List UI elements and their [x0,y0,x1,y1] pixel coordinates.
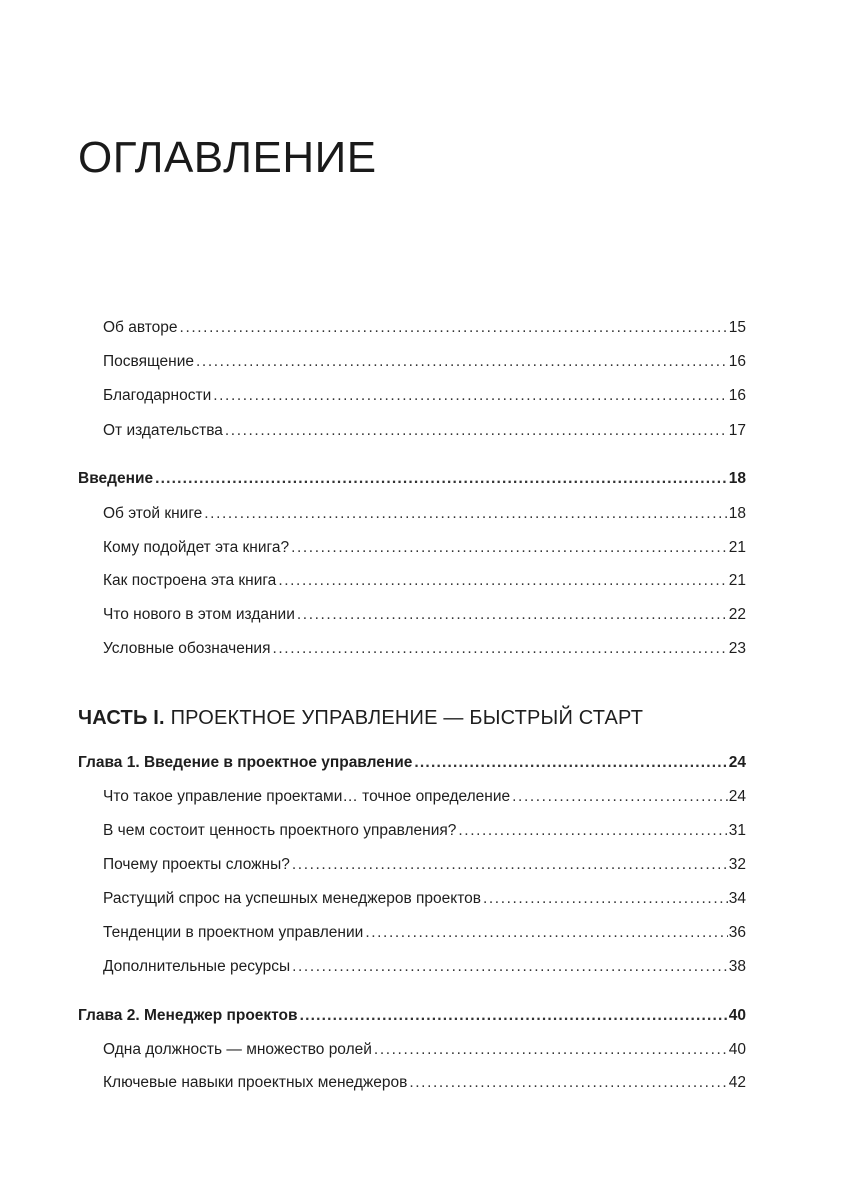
toc-entry-page: 21 [728,572,746,589]
toc-entry-page: 32 [728,856,746,873]
toc-entry-page: 24 [728,754,746,771]
dot-leader [278,571,727,591]
dot-leader [297,605,728,625]
toc-entry-label: Почему проекты сложны? [103,856,290,873]
toc-entry-from-publisher[interactable] [103,421,746,441]
dot-leader [300,1006,728,1026]
dot-leader [292,855,728,875]
toc-entry-page: 23 [728,640,746,657]
dot-leader [414,753,727,773]
dot-leader [292,957,728,977]
toc-entry-what-is-pm[interactable] [103,787,746,807]
toc-entry-page: 18 [728,470,746,487]
part-title: ПРОЕКТНОЕ УПРАВЛЕНИЕ — БЫСТРЫЙ СТАРТ [164,707,644,729]
toc-entry-page: 42 [728,1074,746,1091]
toc-entry-page: 40 [728,1007,746,1024]
toc-entry-label: Благодарности [103,387,212,404]
toc-entry-page: 17 [728,422,746,439]
toc-entry-additional-resources[interactable] [103,957,746,977]
toc-entry-label: Об авторе [103,319,178,336]
toc-entry-whats-new[interactable] [103,605,746,625]
toc-entry-acknowledgements[interactable] [103,386,746,406]
toc-entry-label: Об этой книге [103,505,203,522]
toc-entry-label: Дополнительные ресурсы [103,958,291,975]
toc-entry-page: 16 [728,387,746,404]
dot-leader [374,1040,728,1060]
toc-entry-book-structure[interactable] [103,571,746,591]
toc-entry-label: В чем состоит ценность проектного управления? [103,822,457,839]
dot-leader [483,889,728,909]
toc-entry-label: Ключевые навыки проектных менеджеров [103,1074,408,1091]
toc-entry-label: Растущий спрос на успешных менеджеров проектов [103,890,481,907]
toc-entry-label: Тенденции в проектном управлении [103,924,364,941]
dot-leader [512,787,728,807]
toc-entry-page: 24 [728,788,746,805]
toc-entry-page: 22 [728,606,746,623]
part-number: ЧАСТЬ I. [78,707,165,729]
dot-leader [204,504,727,524]
dot-leader [196,352,728,372]
toc-entry-page: 36 [728,924,746,941]
dot-leader [213,386,728,406]
toc-entry-label: От издательства [103,422,223,439]
toc-entry-who-for[interactable] [103,538,746,558]
toc-entry-label: Введение [78,470,154,487]
toc-entry-page: 18 [728,505,746,522]
toc-entry-label: Посвящение [103,353,195,370]
toc-entry-trends[interactable] [103,923,746,943]
toc-entry-conventions[interactable] [103,639,746,659]
dot-leader [272,639,727,659]
toc-entry-label: Как построена эта книга [103,572,277,589]
toc-entry-label: Глава 2. Менеджер проектов [78,1007,298,1024]
toc-entry-introduction[interactable] [78,469,746,489]
toc-entry-page: 21 [728,539,746,556]
part-heading [78,705,643,731]
dot-leader [365,923,727,943]
toc-entry-pm-value[interactable] [103,821,746,841]
toc-entry-about-book[interactable] [103,504,746,524]
toc-entry-one-position[interactable] [103,1040,746,1060]
toc-entry-label: Кому подойдет эта книга? [103,539,290,556]
toc-entry-growing-demand[interactable] [103,889,746,909]
toc-entry-why-complex[interactable] [103,855,746,875]
toc-entry-dedication[interactable] [103,352,746,372]
toc-entry-label: Условные обозначения [103,640,271,657]
toc-entry-label: Что такое управление проектами… точное определение [103,788,511,805]
toc-entry-page: 38 [728,958,746,975]
toc-entry-page: 15 [728,319,746,336]
dot-leader [225,421,728,441]
dot-leader [291,538,728,558]
dot-leader [155,469,728,489]
toc-entry-page: 16 [728,353,746,370]
toc-entry-key-skills[interactable] [103,1073,746,1093]
toc-entry-page: 34 [728,890,746,907]
dot-leader [409,1073,727,1093]
toc-entry-chapter-2[interactable] [78,1006,746,1026]
toc-entry-page: 40 [728,1041,746,1058]
toc-entry-label: Что нового в этом издании [103,606,295,623]
toc-entry-about-author[interactable] [103,318,746,338]
dot-leader [458,821,727,841]
toc-entry-chapter-1[interactable] [78,753,746,773]
toc-entry-label: Глава 1. Введение в проектное управление [78,754,413,771]
toc-entry-page: 31 [728,822,746,839]
toc-entry-label: Одна должность — множество ролей [103,1041,372,1058]
dot-leader [180,318,728,338]
page-title: ОГЛАВЛЕНИЕ [78,133,377,182]
